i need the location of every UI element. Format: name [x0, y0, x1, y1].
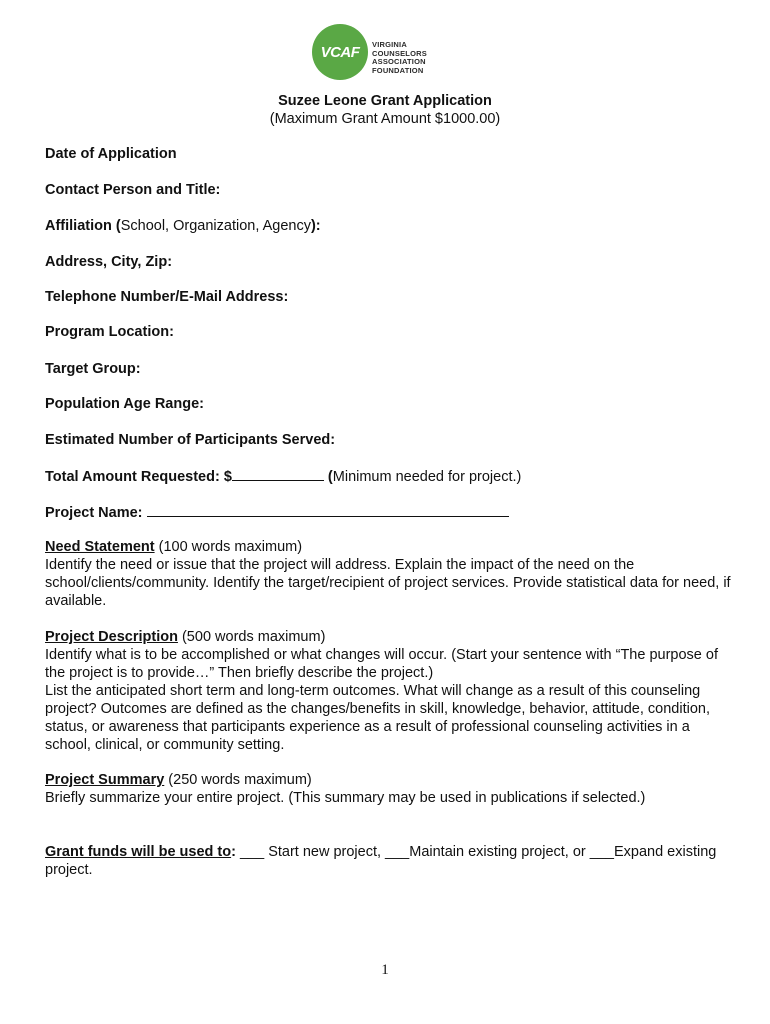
field-contact-person: Contact Person and Title:: [45, 182, 221, 198]
need-statement-section: Need Statement (100 words maximum) Identify the need or issue that the project will address. Explain the impact of the need on the school/clients/community. Identify the target/recipient of project services. Provide statistical data for need, if available.: [45, 539, 731, 609]
vcaf-logo-text: VIRGINIA COUNSELORS ASSOCIATION FOUNDATION: [372, 40, 427, 75]
option-expand: ___Expand existing project.: [45, 844, 717, 878]
project-description-section: Project Description (500 words maximum) Identify what is to be accomplished or what changes will occur. (Start your sentence with “The purpose of the project is to provide…” Then briefly describe the project.) List the anticipated short term and long-term outcomes. What will change as a result of this counseling project? Outcomes are defined as the changes/benefits in skill, knowledge, behavior, attitude, condition, status, or awareness that participants experience as a result of professional counseling activities in a school, clinical, or community setting.: [45, 629, 718, 753]
option-start-new: ___ Start new project,: [239, 844, 386, 860]
field-address: Address, City, Zip:: [45, 254, 173, 270]
title-main: Suzee Leone Grant Application: [278, 93, 492, 109]
vcaf-logo-mark: VCAF: [312, 24, 368, 80]
field-total-amount: Total Amount Requested: $ (Minimum needed for project.): [45, 466, 521, 486]
project-description-body-1: Identify what is to be accomplished or what changes will occur. (Start your sentence with “The purpose of the project is to provide…” Then briefly describe the project.): [45, 647, 718, 681]
page-number: 1: [381, 962, 389, 978]
project-description-body-2: List the anticipated short term and long-term outcomes. What will change as a result of this counseling project? Outcomes are defined as the changes/benefits in skill, knowledge, behavior, attitude, condition, status, or awareness that participants experience as a result of professional counseling activities in a school, clinical, or community setting.: [45, 683, 710, 753]
document-title: [0, 92, 770, 128]
amount-blank[interactable]: [232, 466, 324, 481]
project-name-blank[interactable]: [147, 502, 509, 517]
field-date-of-application: Date of Application: [45, 146, 177, 162]
project-description-heading: Project Description: [45, 629, 178, 645]
field-project-name: Project Name:: [45, 502, 509, 522]
project-summary-body: Briefly summarize your entire project. (This summary may be used in publications if selected.): [45, 790, 646, 806]
title-sub: (Maximum Grant Amount $1000.00): [269, 111, 501, 127]
grant-funds-section: Grant funds will be used to: ___ Start new project, ___Maintain existing project, or ___Expand existing project.: [45, 844, 717, 878]
vcaf-logo: [312, 24, 452, 84]
grant-funds-heading: Grant funds will be used to: [45, 844, 232, 860]
need-statement-body: Identify the need or issue that the project will address. Explain the impact of the need on the school/clients/community. Identify the target/recipient of project services. Provide statistical data for need, if available.: [45, 557, 731, 609]
field-age-range: Population Age Range:: [45, 396, 204, 412]
field-affiliation: Affiliation (School, Organization, Agency):: [45, 218, 321, 234]
project-summary-section: Project Summary (250 words maximum) Briefly summarize your entire project. (This summary may be used in publications if selected.): [45, 772, 646, 806]
field-telephone-email: Telephone Number/E-Mail Address:: [45, 289, 289, 305]
field-program-location: Program Location:: [45, 324, 174, 340]
option-maintain: ___Maintain existing project, or: [385, 844, 590, 860]
project-summary-heading: Project Summary: [45, 772, 165, 788]
field-participants: Estimated Number of Participants Served:: [45, 432, 336, 448]
field-target-group: Target Group:: [45, 361, 141, 377]
need-statement-heading: Need Statement: [45, 539, 155, 555]
